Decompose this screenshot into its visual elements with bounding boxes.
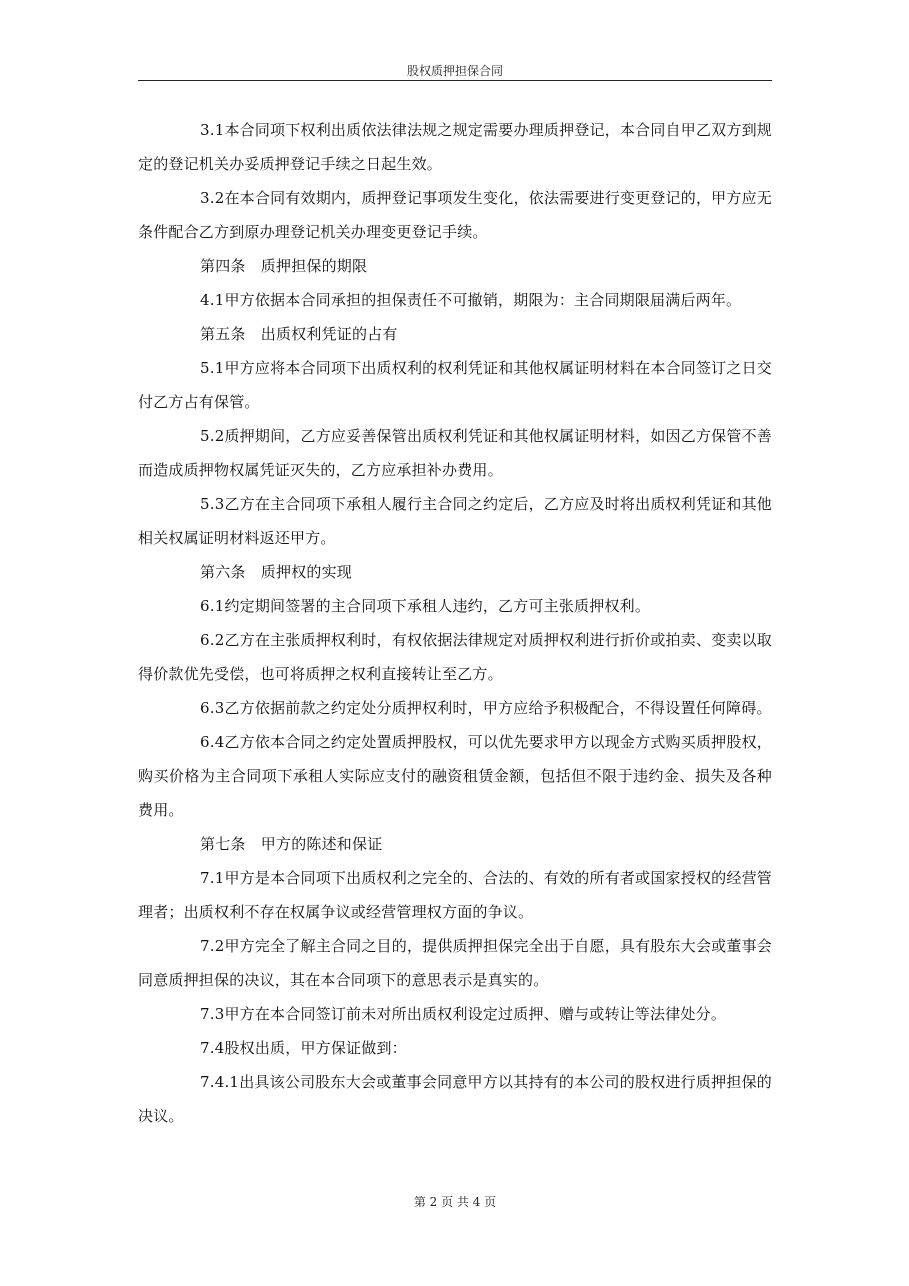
article-4-heading: 第四条 质押担保的期限: [200, 257, 368, 275]
header-divider: [138, 80, 772, 81]
page-header: 股权质押担保合同: [406, 64, 503, 78]
clause-3-2: 3.2在本合同有效期内，质押登记事项发生变化，依法需要进行变更登记的，甲方应无条件配合乙方到原办理登记机关办理变更登记手续。: [138, 189, 772, 241]
clause-6-1: 6.1约定期间签署的主合同项下承租人违约，乙方可主张质押权利。: [200, 597, 651, 615]
clause-7-4: 7.4股权出质，甲方保证做到：: [200, 1039, 407, 1057]
clause-6-3: 6.3乙方依据前款之约定处分质押权利时，甲方应给予积极配合，不得设置任何障碍。: [200, 699, 772, 717]
article-6-heading: 第六条 质押权的实现: [200, 563, 353, 581]
page-number: 第 2 页 共 4 页: [413, 1195, 497, 1209]
clause-5-3: 5.3乙方在主合同项下承租人履行主合同之约定后，乙方应及时将出质权利凭证和其他相关权属证明材料返还甲方。: [138, 495, 772, 547]
clause-3-1: 3.1本合同项下权利出质依法律法规之规定需要办理质押登记，本合同自甲乙双方到规定的登记机关办妥质押登记手续之日起生效。: [138, 121, 772, 173]
document-body: [138, 113, 772, 1133]
clause-6-2: 6.2乙方在主张质押权利时，有权依据法律规定对质押权利进行折价或拍卖、变卖以取得价款优先受偿，也可将质押之权利直接转让至乙方。: [138, 631, 772, 683]
clause-5-1: 5.1甲方应将本合同项下出质权利的权利凭证和其他权属证明材料在本合同签订之日交付乙方占有保管。: [138, 359, 772, 411]
clause-4-1: 4.1甲方依据本合同承担的担保责任不可撤销，期限为：主合同期限届满后两年。: [200, 291, 742, 309]
article-5-heading: 第五条 出质权利凭证的占有: [200, 325, 398, 343]
clause-7-4-1: 7.4.1出具该公司股东大会或董事会同意甲方以其持有的本公司的股权进行质押担保的决议。: [138, 1073, 772, 1125]
clause-5-2: 5.2质押期间，乙方应妥善保管出质权利凭证和其他权属证明材料，如因乙方保管不善而造成质押物权属凭证灭失的，乙方应承担补办费用。: [138, 427, 772, 479]
clause-7-3: 7.3甲方在本合同签订前未对所出质权利设定过质押、赠与或转让等法律处分。: [200, 1005, 727, 1023]
clause-7-1: 7.1甲方是本合同项下出质权利之完全的、合法的、有效的所有者或国家授权的经营管理者；出质权利不存在权属争议或经营管理权方面的争议。: [138, 869, 772, 921]
clause-6-4: 6.4乙方依本合同之约定处置质押股权，可以优先要求甲方以现金方式购买质押股权，购买价格为主合同项下承租人实际应支付的融资租赁金额，包括但不限于违约金、损失及各种费用。: [138, 733, 772, 819]
article-7-heading: 第七条 甲方的陈述和保证: [200, 835, 383, 853]
clause-7-2: 7.2甲方完全了解主合同之目的，提供质押担保完全出于自愿，具有股东大会或董事会同意质押担保的决议，其在本合同项下的意思表示是真实的。: [138, 937, 772, 989]
